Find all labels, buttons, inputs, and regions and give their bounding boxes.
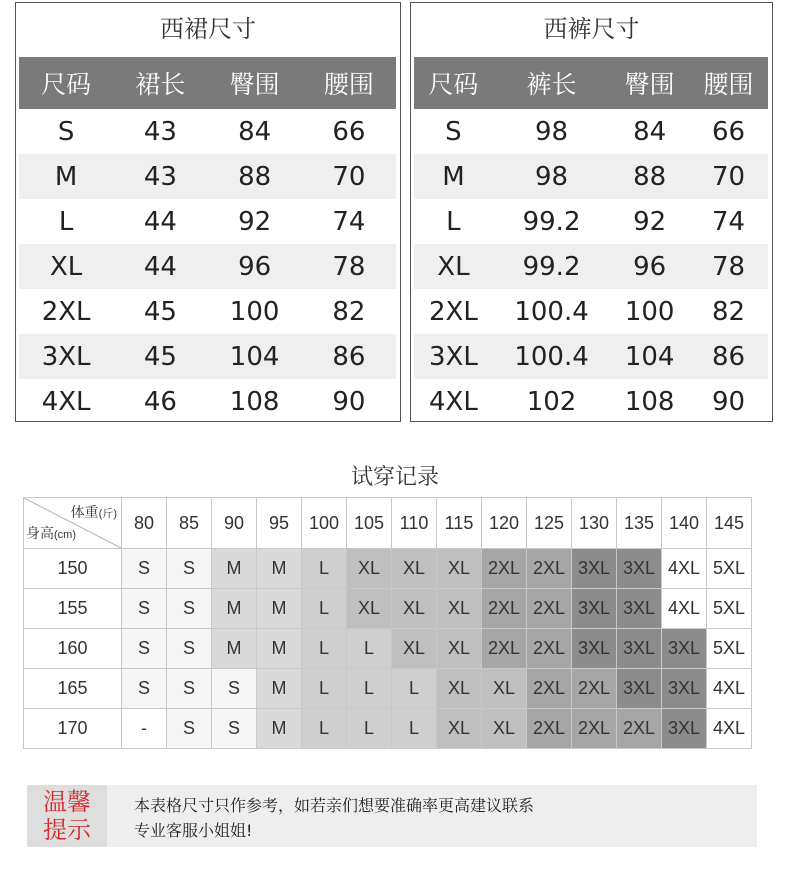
table-cell: 82 <box>332 296 366 327</box>
table-cell: S <box>445 116 462 147</box>
column-header: 裤长 <box>493 57 610 109</box>
size-cell: S <box>122 629 167 669</box>
column-header: 臀围 <box>208 57 302 109</box>
pants-size-table <box>414 57 768 424</box>
size-cell: M <box>257 709 302 749</box>
column-header: 臀围 <box>610 57 689 109</box>
table-cell: 3XL <box>19 334 113 379</box>
weight-header-cell: 120 <box>482 498 527 549</box>
table-cell: 78 <box>689 244 768 289</box>
tip-label <box>27 785 107 847</box>
tip-text-line: 专业客服小姐姐! <box>134 821 253 840</box>
weight-header-cell: 130 <box>572 498 617 549</box>
weight-header-cell: 140 <box>662 498 707 549</box>
table-cell: 86 <box>689 334 768 379</box>
table-cell: 43 <box>143 116 177 147</box>
table-cell: 44 <box>113 244 207 289</box>
table-cell: 46 <box>143 386 177 417</box>
size-cell: 2XL <box>527 629 572 669</box>
weight-header-cell: 125 <box>527 498 572 549</box>
weight-axis-label <box>71 502 117 522</box>
table-cell: L <box>446 206 461 237</box>
table-row <box>19 199 396 244</box>
table-row <box>19 379 396 424</box>
table-cell: 108 <box>229 386 280 417</box>
size-cell: XL <box>482 669 527 709</box>
size-cell: S <box>167 629 212 669</box>
size-cell: XL <box>482 709 527 749</box>
table-cell: M <box>19 154 113 199</box>
tip-label-line: 温馨 <box>43 788 91 816</box>
table-cell: 88 <box>208 154 302 199</box>
table-cell: 100 <box>229 296 280 327</box>
table-cell: M <box>414 154 493 199</box>
size-cell: M <box>257 629 302 669</box>
fitting-row <box>24 549 752 589</box>
size-cell: XL <box>437 549 482 589</box>
table-row <box>19 244 396 289</box>
size-cell: 3XL <box>617 589 662 629</box>
table-cell: 96 <box>610 244 689 289</box>
size-cell: 3XL <box>572 589 617 629</box>
fitting-row <box>24 589 752 629</box>
size-cell: 2XL <box>527 669 572 709</box>
weight-header-cell: 145 <box>707 498 752 549</box>
height-cell: 155 <box>24 589 122 629</box>
size-cell: M <box>257 589 302 629</box>
fitting-record-title: 试穿记录 <box>350 465 439 490</box>
size-cell: M <box>212 629 257 669</box>
size-cell: 2XL <box>527 709 572 749</box>
table-cell: 3XL <box>414 334 493 379</box>
table-cell: 100 <box>624 296 675 327</box>
size-cell: 4XL <box>707 709 752 749</box>
size-cell: S <box>167 669 212 709</box>
size-cell: 5XL <box>707 629 752 669</box>
weight-header-cell: 95 <box>257 498 302 549</box>
table-row <box>19 109 396 154</box>
table-header-row <box>414 57 768 109</box>
skirt-size-panel <box>15 2 401 422</box>
table-row <box>414 244 768 289</box>
size-cell: S <box>122 669 167 709</box>
table-cell: 100.4 <box>514 296 589 327</box>
pants-size-panel <box>410 2 773 422</box>
skirt-size-title: 西裙尺寸 <box>160 15 256 43</box>
size-cell: S <box>167 549 212 589</box>
size-cell: S <box>212 669 257 709</box>
size-cell: XL <box>437 589 482 629</box>
height-cell: 165 <box>24 669 122 709</box>
size-cell: S <box>167 589 212 629</box>
size-cell: L <box>302 549 347 589</box>
size-cell: L <box>302 709 347 749</box>
table-row <box>414 199 768 244</box>
table-cell: 102 <box>526 386 577 417</box>
pants-size-title: 西裤尺寸 <box>543 15 640 43</box>
size-cell: 2XL <box>572 709 617 749</box>
height-unit: (cm) <box>54 529 76 541</box>
table-cell: 84 <box>238 116 272 147</box>
size-cell: XL <box>392 589 437 629</box>
size-cell: L <box>347 669 392 709</box>
height-cell: 160 <box>24 629 122 669</box>
weight-unit: (斤) <box>98 508 117 520</box>
table-cell: 2XL <box>429 296 478 327</box>
table-cell: 43 <box>113 154 207 199</box>
size-cell: L <box>347 629 392 669</box>
table-cell: 70 <box>302 154 396 199</box>
table-row <box>414 379 768 424</box>
size-cell: XL <box>347 549 392 589</box>
table-cell: 99.2 <box>522 206 581 237</box>
size-cell: 3XL <box>572 549 617 589</box>
table-cell: 44 <box>143 206 177 237</box>
table-cell: 92 <box>633 206 667 237</box>
size-cell: L <box>392 709 437 749</box>
table-cell: 74 <box>712 206 746 237</box>
size-cell: XL <box>347 589 392 629</box>
size-cell: XL <box>437 629 482 669</box>
table-row <box>414 334 768 379</box>
weight-header-cell: 105 <box>347 498 392 549</box>
size-cell: XL <box>392 629 437 669</box>
size-cell: - <box>122 709 167 749</box>
size-cell: S <box>122 549 167 589</box>
weight-header-cell: 135 <box>617 498 662 549</box>
table-cell: 99.2 <box>493 244 610 289</box>
table-cell: 92 <box>238 206 272 237</box>
tip-text <box>134 793 534 843</box>
tip-label-line: 提示 <box>43 816 91 844</box>
table-row <box>19 154 396 199</box>
column-header: 裙长 <box>113 57 207 109</box>
fitting-row <box>24 629 752 669</box>
pants-size-rows <box>414 109 768 424</box>
size-cell: 2XL <box>527 589 572 629</box>
weight-header-cell: 115 <box>437 498 482 549</box>
size-cell: 2XL <box>527 549 572 589</box>
size-cell: 2XL <box>572 669 617 709</box>
table-row <box>19 334 396 379</box>
size-cell: M <box>257 669 302 709</box>
table-row <box>414 109 768 154</box>
table-cell: 45 <box>143 296 177 327</box>
size-cell: 4XL <box>662 549 707 589</box>
table-cell: 84 <box>633 116 667 147</box>
table-header-row <box>19 57 396 109</box>
table-cell: 104 <box>208 334 302 379</box>
size-cell: 4XL <box>662 589 707 629</box>
table-cell: 78 <box>302 244 396 289</box>
size-cell: M <box>212 589 257 629</box>
table-cell: 74 <box>332 206 366 237</box>
size-cell: 2XL <box>482 589 527 629</box>
table-cell: 86 <box>302 334 396 379</box>
fitting-record-table <box>23 497 752 749</box>
size-cell: S <box>167 709 212 749</box>
table-cell: 98 <box>493 154 610 199</box>
size-cell: 5XL <box>707 589 752 629</box>
table-cell: 70 <box>689 154 768 199</box>
table-cell: 2XL <box>41 296 91 327</box>
tip-banner <box>27 785 757 847</box>
size-cell: M <box>212 549 257 589</box>
fitting-row <box>24 669 752 709</box>
table-cell: 66 <box>712 116 746 147</box>
table-cell: 104 <box>610 334 689 379</box>
size-cell: 3XL <box>662 629 707 669</box>
table-cell: 4XL <box>429 386 478 417</box>
weight-header-row <box>24 498 752 549</box>
height-axis-label <box>26 523 76 543</box>
weight-header-cell: 110 <box>392 498 437 549</box>
table-row <box>414 154 768 199</box>
fitting-row <box>24 709 752 749</box>
tip-text-line: 本表格尺寸只作参考，如若亲们想要准确率更高建议联系 <box>134 796 535 815</box>
table-cell: XL <box>19 244 113 289</box>
height-label: 身高 <box>26 525 54 541</box>
size-cell: 2XL <box>482 549 527 589</box>
table-cell: 88 <box>610 154 689 199</box>
table-cell: 98 <box>535 116 569 147</box>
size-cell: 3XL <box>662 669 707 709</box>
size-cell: S <box>122 589 167 629</box>
size-cell: L <box>347 709 392 749</box>
weight-header-cell: 90 <box>212 498 257 549</box>
size-cell: 5XL <box>707 549 752 589</box>
table-cell: 4XL <box>41 386 91 417</box>
skirt-size-rows <box>19 109 396 424</box>
size-cell: 2XL <box>482 629 527 669</box>
size-cell: 3XL <box>662 709 707 749</box>
table-row <box>19 289 396 334</box>
column-header: 腰围 <box>302 57 396 109</box>
weight-label: 体重 <box>70 504 99 520</box>
size-cell: 3XL <box>617 549 662 589</box>
size-cell: 2XL <box>617 709 662 749</box>
table-cell: 90 <box>712 386 746 417</box>
size-cell: 4XL <box>707 669 752 709</box>
size-cell: XL <box>437 669 482 709</box>
table-cell: 45 <box>113 334 207 379</box>
table-cell: 108 <box>624 386 675 417</box>
table-cell: L <box>58 206 74 237</box>
column-header: 腰围 <box>689 57 768 109</box>
size-cell: L <box>302 669 347 709</box>
table-cell: S <box>57 116 75 147</box>
size-cell: 3XL <box>572 629 617 669</box>
size-cell: L <box>302 589 347 629</box>
weight-header-cell: 100 <box>302 498 347 549</box>
table-corner-header <box>24 498 122 549</box>
column-header: 尺码 <box>19 57 113 109</box>
table-cell: 82 <box>712 296 746 327</box>
weight-header-cell: 80 <box>122 498 167 549</box>
size-cell: M <box>257 549 302 589</box>
size-cell: L <box>392 669 437 709</box>
table-cell: 100.4 <box>493 334 610 379</box>
height-cell: 150 <box>24 549 122 589</box>
size-cell: XL <box>437 709 482 749</box>
size-cell: L <box>302 629 347 669</box>
size-cell: S <box>212 709 257 749</box>
weight-header-cell: 85 <box>167 498 212 549</box>
skirt-size-table <box>19 57 396 424</box>
table-cell: 66 <box>332 116 366 147</box>
size-cell: 3XL <box>617 669 662 709</box>
size-cell: XL <box>392 549 437 589</box>
table-cell: XL <box>414 244 493 289</box>
table-cell: 96 <box>208 244 302 289</box>
table-row <box>414 289 768 334</box>
column-header: 尺码 <box>414 57 493 109</box>
height-cell: 170 <box>24 709 122 749</box>
size-cell: 3XL <box>617 629 662 669</box>
table-cell: 90 <box>332 386 366 417</box>
